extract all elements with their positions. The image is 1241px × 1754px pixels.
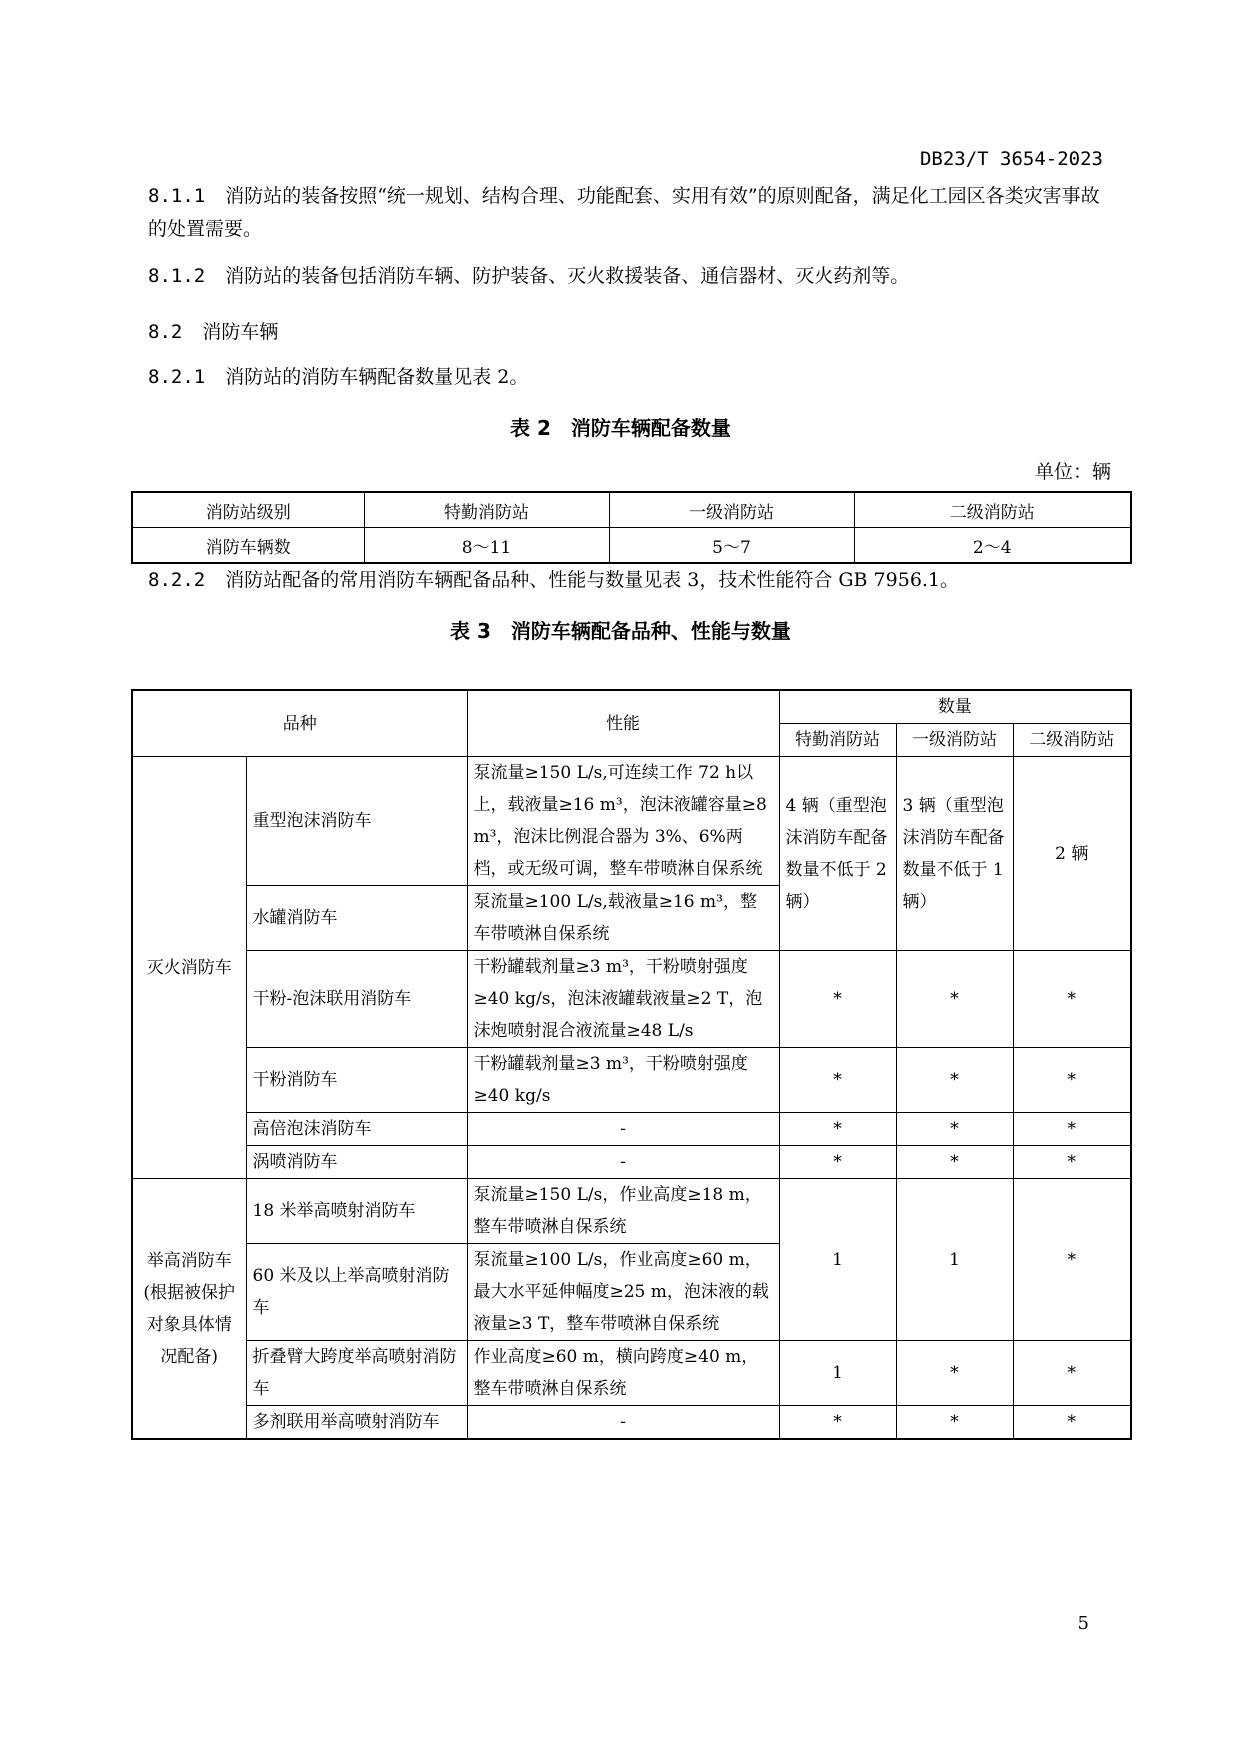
table-row xyxy=(132,757,1131,886)
quantity-cell: * xyxy=(779,1146,896,1179)
page-number: 5 xyxy=(1077,1613,1089,1634)
table-row xyxy=(132,1341,1131,1406)
quantity-cell: * xyxy=(1013,951,1131,1048)
clause-number: 8.1.1 xyxy=(148,185,206,207)
quantity-cell: * xyxy=(896,1113,1013,1146)
section-heading-8-2 xyxy=(148,317,278,344)
vehicle-performance: 作业高度≥60 m，横向跨度≥40 m，整车带喷淋自保系统 xyxy=(467,1341,779,1406)
vehicle-name: 60 米及以上举高喷射消防车 xyxy=(246,1244,467,1341)
table-cell: 特勤消防站 xyxy=(364,492,609,528)
table-cell: 消防车辆数 xyxy=(132,528,364,564)
clause-number: 8.2.1 xyxy=(148,366,206,388)
table3-title: 表 3 消防车辆配备品种、性能与数量 xyxy=(450,619,791,643)
header-performance: 性能 xyxy=(467,690,779,757)
clause-text: 消防站的消防车辆配备数量见表 2。 xyxy=(225,366,529,388)
clause-8-1-1 xyxy=(148,180,1113,246)
table-row xyxy=(132,1406,1131,1440)
vehicle-performance: - xyxy=(467,1146,779,1179)
clause-8-2-1 xyxy=(148,361,1113,394)
vehicle-name: 18 米举高喷射消防车 xyxy=(246,1179,467,1244)
vehicle-name: 水罐消防车 xyxy=(246,886,467,951)
section-title: 消防车辆 xyxy=(202,321,279,343)
vehicle-name: 多剂联用举高喷射消防车 xyxy=(246,1406,467,1440)
quantity-cell: 1 xyxy=(779,1341,896,1406)
quantity-cell: * xyxy=(779,1406,896,1440)
vehicle-performance: 泵流量≥100 L/s，作业高度≥60 m，最大水平延伸幅度≥25 m，泡沫液的载液量≥3 T，整车带喷淋自保系统 xyxy=(467,1244,779,1341)
vehicle-performance: 泵流量≥100 L/s,载液量≥16 m³，整车带喷淋自保系统 xyxy=(467,886,779,951)
quantity-cell: 1 xyxy=(779,1179,896,1341)
quantity-cell: * xyxy=(779,1113,896,1146)
header-quantity: 数量 xyxy=(779,690,1131,724)
quantity-cell: * xyxy=(896,1406,1013,1440)
header-level: 特勤消防站 xyxy=(779,724,896,757)
quantity-cell: * xyxy=(779,951,896,1048)
table2-unit: 单位：辆 xyxy=(1034,461,1111,483)
vehicle-name: 干粉消防车 xyxy=(246,1048,467,1113)
clause-8-2-2 xyxy=(148,564,1113,597)
quantity-cell: 1 xyxy=(896,1179,1013,1341)
category-cell: 灭火消防车 xyxy=(132,757,246,1179)
table-row xyxy=(132,1179,1131,1244)
quantity-cell: * xyxy=(1013,1048,1131,1113)
clause-text: 消防站配备的常用消防车辆配备品种、性能与数量见表 3，技术性能符合 GB 7956.1。 xyxy=(225,569,960,591)
table-cell: 5～7 xyxy=(609,528,854,564)
clause-text: 消防站的装备按照“统一规划、结构合理、功能配套、实用有效”的原则配备，满足化工园区各类灾害事故的处置需要。 xyxy=(148,185,1100,240)
vehicle-performance: 泵流量≥150 L/s，作业高度≥18 m，整车带喷淋自保系统 xyxy=(467,1179,779,1244)
quantity-cell: * xyxy=(1013,1341,1131,1406)
quantity-cell: 2 辆 xyxy=(1013,757,1131,951)
section-number: 8.2 xyxy=(148,321,183,343)
quantity-cell: * xyxy=(896,1341,1013,1406)
table-cell: 2～4 xyxy=(854,528,1131,564)
clause-text: 消防站的装备包括消防车辆、防护装备、灭火救援装备、通信器材、灭火药剂等。 xyxy=(225,265,910,287)
quantity-cell: * xyxy=(896,1048,1013,1113)
vehicle-name: 干粉-泡沫联用消防车 xyxy=(246,951,467,1048)
quantity-cell: * xyxy=(896,951,1013,1048)
table-cell: 8～11 xyxy=(364,528,609,564)
table-row xyxy=(132,690,1131,724)
quantity-cell: * xyxy=(1013,1179,1131,1341)
table-cell: 消防站级别 xyxy=(132,492,364,528)
table-row xyxy=(132,1146,1131,1179)
vehicle-name: 涡喷消防车 xyxy=(246,1146,467,1179)
table-row xyxy=(132,1048,1131,1113)
vehicle-name: 高倍泡沫消防车 xyxy=(246,1113,467,1146)
quantity-cell: * xyxy=(896,1146,1013,1179)
table-row xyxy=(132,1113,1131,1146)
table-row xyxy=(132,528,1131,564)
vehicle-name: 重型泡沫消防车 xyxy=(246,757,467,886)
header-level: 一级消防站 xyxy=(896,724,1013,757)
category-cell: 举高消防车(根据被保护对象具体情况配备) xyxy=(132,1179,246,1440)
table-cell: 二级消防站 xyxy=(854,492,1131,528)
quantity-cell: * xyxy=(1013,1113,1131,1146)
vehicle-performance: - xyxy=(467,1113,779,1146)
document-id: DB23/T 3654-2023 xyxy=(919,148,1103,170)
table2 xyxy=(131,491,1132,564)
quantity-cell: 4 辆（重型泡沫消防车配备数量不低于 2 辆） xyxy=(779,757,896,951)
table-cell: 一级消防站 xyxy=(609,492,854,528)
vehicle-name: 折叠臂大跨度举高喷射消防车 xyxy=(246,1341,467,1406)
quantity-cell: * xyxy=(1013,1406,1131,1440)
header-level: 二级消防站 xyxy=(1013,724,1131,757)
vehicle-performance: - xyxy=(467,1406,779,1440)
table2-title: 表 2 消防车辆配备数量 xyxy=(510,416,731,440)
table-row xyxy=(132,951,1131,1048)
quantity-cell: * xyxy=(1013,1146,1131,1179)
clause-number: 8.1.2 xyxy=(148,265,206,287)
quantity-cell: 3 辆（重型泡沫消防车配备数量不低于 1 辆） xyxy=(896,757,1013,951)
header-type: 品种 xyxy=(132,690,467,757)
quantity-cell: * xyxy=(779,1048,896,1113)
vehicle-performance: 泵流量≥150 L/s,可连续工作 72 h以上，载液量≥16 m³，泡沫液罐容量≥8 m³，泡沫比例混合器为 3%、6%两档，或无级可调，整车带喷淋自保系统 xyxy=(467,757,779,886)
clause-8-1-2 xyxy=(148,260,1113,293)
table3 xyxy=(131,689,1132,1440)
clause-number: 8.2.2 xyxy=(148,569,206,591)
vehicle-performance: 干粉罐载剂量≥3 m³，干粉喷射强度≥40 kg/s，泡沫液罐载液量≥2 T，泡沫炮喷射混合液流量≥48 L/s xyxy=(467,951,779,1048)
vehicle-performance: 干粉罐载剂量≥3 m³，干粉喷射强度≥40 kg/s xyxy=(467,1048,779,1113)
table-row xyxy=(132,492,1131,528)
